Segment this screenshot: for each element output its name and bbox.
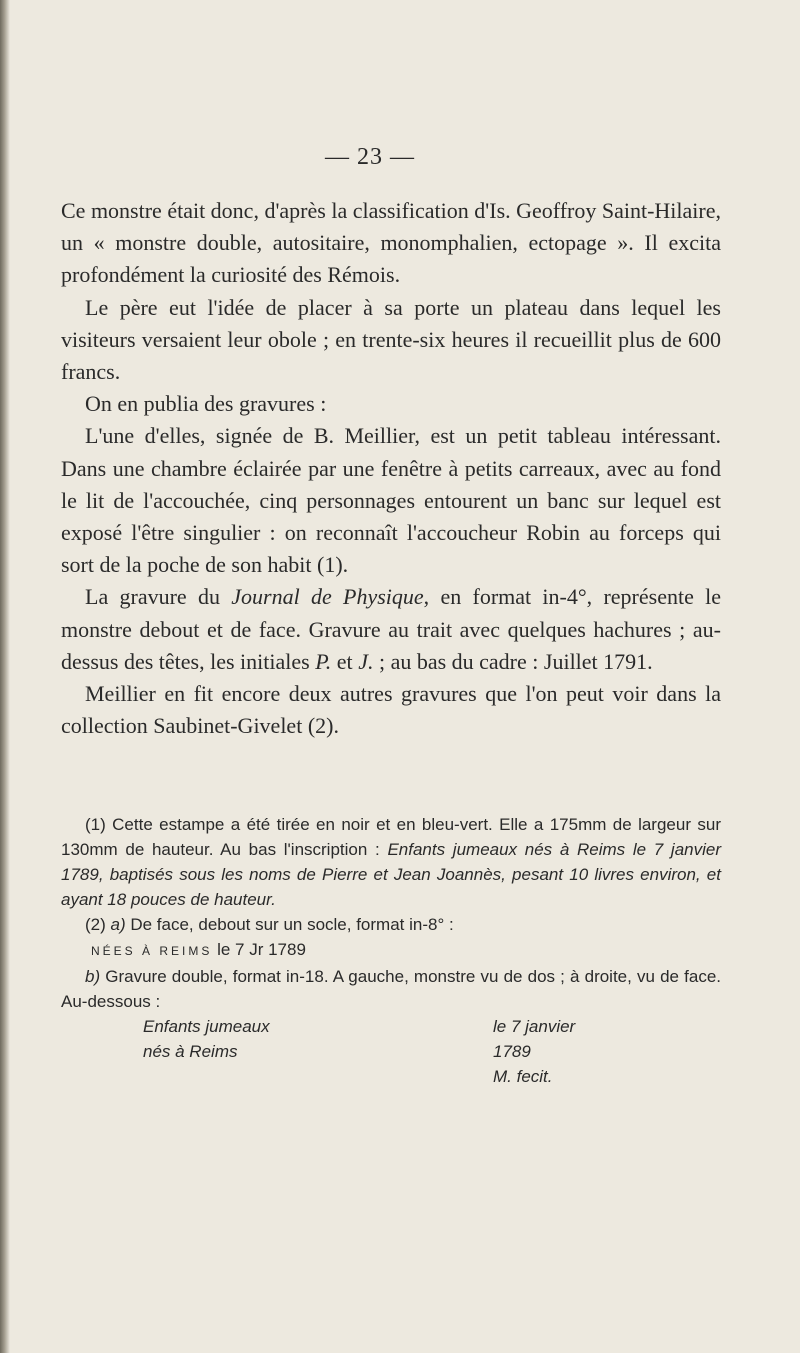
binding-edge bbox=[0, 0, 10, 1353]
paragraph-6: Meillier en fit encore deux autres gravures que l'on peut voir dans la collection Saubinet-Givelet (2). bbox=[61, 681, 721, 739]
verse-left bbox=[143, 1014, 423, 1089]
paragraph-5 bbox=[61, 581, 721, 678]
caps-text: NÉES À REIMS bbox=[91, 944, 213, 958]
caps-rest: le 7 Jr 1789 bbox=[212, 940, 306, 959]
footnote-2b-marker: b) bbox=[85, 967, 101, 986]
paragraph-3: On en publia des gravures : bbox=[85, 391, 327, 417]
verse-left-line: nés à Reims bbox=[143, 1042, 238, 1061]
initial-j: J. bbox=[358, 648, 374, 674]
verse-right bbox=[493, 1014, 753, 1089]
paragraph-5-end: ; au bas du cadre : Juillet 1791. bbox=[373, 648, 653, 674]
footnote-2a-text: De face, debout sur un socle, format in-8° : bbox=[125, 915, 454, 934]
paragraph-5-mid: et bbox=[331, 648, 359, 674]
paragraph-4: L'une d'elles, signée de B. Meillier, est un petit tableau intéressant. Dans une chambre éclairée par une fenêtre à petits carreaux, avec au fond le lit de l'accouchée, cinq personnages entourent un banc sur lequel est exposé l'être singulier : on reconnaît l'accoucheur Robin au forceps qui sort de la poche de son habit (1). bbox=[61, 423, 721, 578]
footnote-caps-line bbox=[61, 937, 721, 964]
main-text bbox=[61, 195, 721, 742]
footnote-2-label: (2) bbox=[85, 915, 111, 934]
journal-title: Journal de Physique bbox=[231, 584, 424, 610]
paragraph-5-before: La gravure du bbox=[85, 584, 232, 610]
footnotes bbox=[61, 812, 721, 1089]
verse-right-line: le 7 janvier bbox=[493, 1017, 576, 1036]
initial-p: P. bbox=[315, 648, 332, 674]
footnote-2b bbox=[61, 964, 721, 1014]
footnote-2a-marker: a) bbox=[110, 915, 126, 934]
paragraph-2: Le père eut l'idée de placer à sa porte un plateau dans lequel les visiteurs versaient leur obole ; en trente-six heures il recueillit plus de 600 francs. bbox=[61, 294, 721, 385]
verse-right-line: 1789 bbox=[493, 1042, 531, 1061]
footnote-1 bbox=[61, 812, 721, 912]
footnote-1-text: (1) Cette estampe a été tirée en noir et en bleu-vert. Elle a 175mm de largeur sur 130mm de hauteur. Au bas l'inscription : bbox=[61, 815, 721, 859]
verse-right-line: M. fecit. bbox=[493, 1067, 553, 1086]
paragraph-5-after: , en format in-4°, représente le monstre debout et de face. Gravure au trait avec quelques hachures ; au-dessus des têtes, les initiales bbox=[61, 584, 721, 674]
footnote-2b-text: Gravure double, format in-18. A gauche, monstre vu de dos ; à droite, vu de face. Au-dessous : bbox=[61, 967, 721, 1011]
footnote-2a bbox=[61, 912, 721, 937]
page-number: — 23 — bbox=[325, 144, 415, 170]
paragraph-1: Ce monstre était donc, d'après la classification d'Is. Geoffroy Saint-Hilaire, un « monstre double, autositaire, monomphalien, ectopage ». Il excita profondément la curiosité des Rémois. bbox=[61, 198, 721, 288]
inscription-verse bbox=[143, 1014, 721, 1089]
verse-left-line: Enfants jumeaux bbox=[143, 1017, 270, 1036]
footnote-1-inscription: Enfants jumeaux nés à Reims le 7 janvier 1789, baptisés sous les noms de Pierre et Jean Joannès, pesant 10 livres environ, et ayant 18 pouces de hauteur. bbox=[61, 840, 722, 909]
